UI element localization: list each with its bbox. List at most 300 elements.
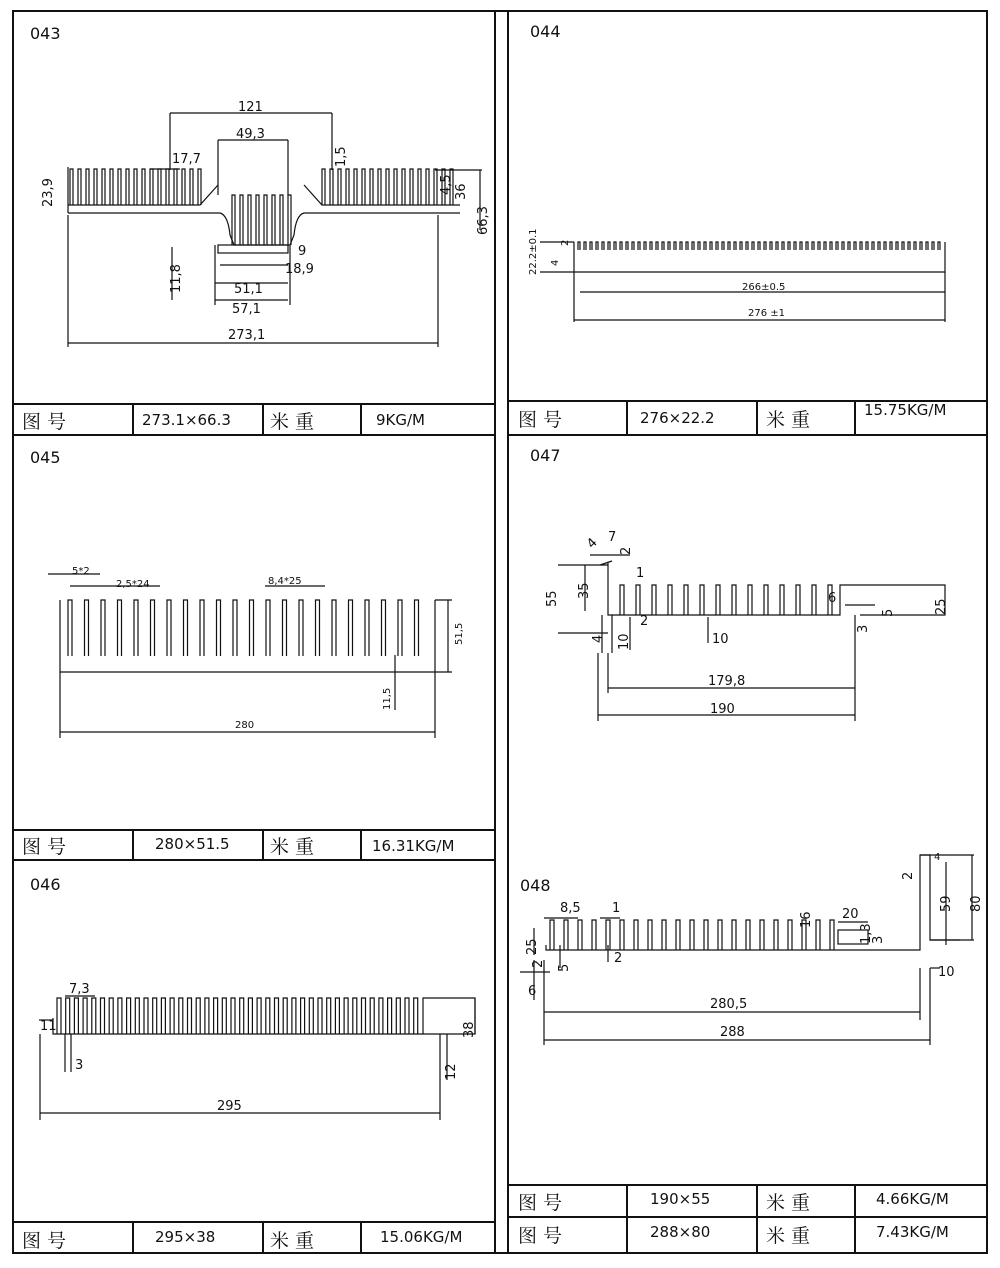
p044-fin: [692, 242, 694, 250]
p046-fin: [92, 998, 96, 1034]
p043-fin: [198, 169, 201, 205]
p045-fin: [184, 600, 188, 656]
figure-id-047: 047: [530, 446, 561, 465]
dim-043-51-1: 51,1: [234, 282, 263, 297]
p044-fin: [818, 242, 820, 250]
p045-fin: [68, 600, 72, 656]
p043c-fin: [264, 195, 267, 245]
p044-fin: [704, 242, 706, 250]
p044-fin: [650, 242, 652, 250]
p044-fin: [638, 242, 640, 250]
p044-fin: [644, 242, 646, 250]
dim-043-57-1: 57,1: [232, 302, 261, 317]
p047-fin: [620, 585, 624, 615]
info-div-046-c: [360, 1221, 362, 1254]
p045-fin: [101, 600, 105, 656]
center-divider-2: [507, 10, 509, 1254]
p043b-fin: [378, 169, 381, 205]
p044-fin: [686, 242, 688, 250]
info-div-045-c: [360, 829, 362, 860]
dim-043-17-7: 17,7: [172, 152, 201, 167]
tuhao-label-048: 图 号: [518, 1224, 563, 1247]
p043c-fin: [256, 195, 259, 245]
p043-fin: [174, 169, 177, 205]
dim-047-6: 6: [828, 591, 837, 606]
dim-048-16: 16: [799, 911, 814, 928]
dim-048-4: 4: [934, 852, 941, 863]
p044-fin: [602, 242, 604, 250]
dim-047-10a: 10: [617, 633, 632, 650]
p046-fin: [309, 998, 313, 1034]
dim-048-3: 3: [871, 935, 886, 944]
p044-fin: [920, 242, 922, 250]
p043b-fin: [370, 169, 373, 205]
p044-fin: [842, 242, 844, 250]
p046-fin: [83, 998, 87, 1034]
figure-id-048: 048: [520, 876, 551, 895]
figure-id-046: 046: [30, 875, 61, 894]
dim-048-20: 20: [842, 907, 859, 922]
p044-fin: [758, 242, 760, 250]
p043c-fin: [232, 195, 235, 245]
tuhao-label-045: 图 号: [22, 836, 67, 858]
p044-fin: [752, 242, 754, 250]
p045-fin: [283, 600, 287, 656]
p048-fin: [578, 920, 582, 950]
p047-fin: [700, 585, 704, 615]
p043c-fin: [288, 195, 291, 245]
mizhong-label-043: 米 重: [270, 410, 315, 433]
p046-fin: [74, 998, 78, 1034]
p046-fin: [257, 998, 261, 1034]
p046-fin: [370, 998, 374, 1034]
dim-047-5: 5: [881, 608, 896, 617]
p046-fin: [57, 998, 61, 1034]
p044-fin: [890, 242, 892, 250]
drawing-047: [530, 525, 960, 725]
p044-fin: [590, 242, 592, 250]
p043-fin: [158, 169, 161, 205]
p043-fin: [102, 169, 105, 205]
dim-048-6: 6: [528, 984, 537, 999]
p046-fin: [405, 998, 409, 1034]
p046-fin: [118, 998, 122, 1034]
p044-fin: [614, 242, 616, 250]
p044-fin: [740, 242, 742, 250]
size-048: 288×80: [650, 1223, 711, 1241]
dim-045-8-4x25: 8,4*25: [268, 576, 302, 587]
dim-047-2b: 2: [640, 614, 649, 629]
p043-fin: [182, 169, 185, 205]
dim-044-276: 276 ±1: [748, 308, 786, 319]
p047-fin: [684, 585, 688, 615]
p044-fin: [620, 242, 622, 250]
p044-fin: [806, 242, 808, 250]
p044-fin: [698, 242, 700, 250]
dim-045-2-5x24: 2,5*24: [116, 579, 150, 590]
dim-045-280: 280: [235, 720, 255, 731]
weight-045: 16.31KG/M: [372, 836, 455, 855]
p044-fin: [878, 242, 880, 250]
p044-fin: [896, 242, 898, 250]
drawing-045: [40, 560, 480, 740]
p044-fin: [812, 242, 814, 250]
dim-047-35: 35: [577, 582, 592, 599]
info-rule-046: [12, 1221, 495, 1223]
p043-fin: [150, 169, 153, 205]
p046-fin: [231, 998, 235, 1034]
p044-fin: [668, 242, 670, 250]
center-divider: [494, 10, 496, 1254]
p046-fin: [344, 998, 348, 1034]
dim-044-266: 266±0.5: [742, 282, 786, 293]
dim-043-273-1: 273,1: [228, 328, 266, 343]
p046-fin: [301, 998, 305, 1034]
p044-fin: [710, 242, 712, 250]
weight-044: 15.75KG/M: [864, 401, 947, 419]
tuhao-label-047: 图 号: [518, 1191, 563, 1214]
p044-fin: [866, 242, 868, 250]
p045-fin: [316, 600, 320, 656]
p046-fin: [66, 998, 70, 1034]
dim-048-2b: 2: [614, 951, 623, 966]
dim-048-80: 80: [969, 895, 984, 912]
dim-046-12: 12: [444, 1063, 459, 1080]
p046-fin: [396, 998, 400, 1034]
p048-fin: [620, 920, 624, 950]
p048-fin: [718, 920, 722, 950]
p045-fin: [151, 600, 155, 656]
p047-fin: [668, 585, 672, 615]
dim-047-190: 190: [710, 702, 735, 717]
dim-043-11-8: 11,8: [169, 264, 184, 293]
p045-fin: [85, 600, 89, 656]
info-div-043-a: [132, 403, 134, 435]
p043-fin: [94, 169, 97, 205]
dim-043-1-5: 1,5: [334, 146, 349, 167]
p048-fin: [592, 920, 596, 950]
row-divider-right-1: [507, 434, 988, 436]
dim-047-7: 7: [608, 530, 617, 545]
p043-fin: [110, 169, 113, 205]
p048-fin: [704, 920, 708, 950]
p045-fin: [134, 600, 138, 656]
p048-fin: [732, 920, 736, 950]
dim-047-4b: 4: [591, 634, 606, 643]
p044-fin: [764, 242, 766, 250]
p048-fin: [634, 920, 638, 950]
p045-fin: [167, 600, 171, 656]
figure-id-045: 045: [30, 448, 61, 467]
dim-048-25: 25: [525, 938, 540, 955]
p044-fin: [770, 242, 772, 250]
weight-048: 7.43KG/M: [876, 1223, 949, 1241]
dim-047-2a: 2: [619, 546, 634, 555]
dim-046-295: 295: [217, 1099, 242, 1114]
p043-fin: [166, 169, 169, 205]
p044-fin: [596, 242, 598, 250]
p046-fin: [109, 998, 113, 1034]
p048-fin: [746, 920, 750, 950]
dim-047-25: 25: [934, 598, 949, 615]
dim-047-4: 4: [584, 535, 601, 552]
p044-fin: [626, 242, 628, 250]
p048-fin: [760, 920, 764, 950]
p046-fin: [205, 998, 209, 1034]
dim-048-59: 59: [939, 895, 954, 912]
dim-046-38: 38: [462, 1021, 477, 1038]
p046-fin: [353, 998, 357, 1034]
info-div-047-a: [626, 1184, 628, 1254]
size-045: 280×51.5: [155, 834, 230, 853]
dim-048-1: 1: [612, 901, 621, 916]
p048-fin: [648, 920, 652, 950]
dim-048-10: 10: [938, 965, 955, 980]
dim-045-5x2: 5*2: [72, 566, 90, 577]
info-div-044-c: [854, 400, 856, 435]
drawing-046: [35, 980, 485, 1120]
p046-fin: [388, 998, 392, 1034]
p046-fin: [188, 998, 192, 1034]
p046-fin: [275, 998, 279, 1034]
p044-fin: [884, 242, 886, 250]
p045-fin: [415, 600, 419, 656]
weight-043: 9KG/M: [376, 411, 425, 429]
dim-045-51-5: 51,5: [454, 622, 465, 645]
p046-fin: [266, 998, 270, 1034]
p045-fin: [118, 600, 122, 656]
p043c-fin: [280, 195, 283, 245]
mizhong-label-045: 米 重: [270, 836, 315, 858]
p043b-fin: [346, 169, 349, 205]
p043-fin: [118, 169, 121, 205]
dim-046-3: 3: [75, 1058, 84, 1073]
dim-048-2c: 2: [901, 871, 916, 880]
p044-fin: [854, 242, 856, 250]
p044-fin: [782, 242, 784, 250]
p043b-fin: [330, 169, 333, 205]
dim-045-11-5: 11,5: [382, 687, 393, 710]
p044-fin: [800, 242, 802, 250]
info-div-043-b: [262, 403, 264, 435]
size-046: 295×38: [155, 1228, 216, 1246]
p044-fin: [932, 242, 934, 250]
info-div-043-c: [360, 403, 362, 435]
p044-fin: [836, 242, 838, 250]
p043b-fin: [394, 169, 397, 205]
dim-044-2: 2: [560, 239, 571, 246]
p046-fin: [327, 998, 331, 1034]
p044-fin: [680, 242, 682, 250]
dim-043-23-9: 23,9: [41, 178, 56, 207]
p048-fin: [550, 920, 554, 950]
dim-043-36: 36: [454, 183, 469, 200]
info-div-047-c: [854, 1184, 856, 1254]
info-rule-048: [507, 1216, 988, 1218]
p046-fin: [196, 998, 200, 1034]
p043-fin: [78, 169, 81, 205]
dim-047-10b: 10: [712, 632, 729, 647]
p044-fin: [938, 242, 940, 250]
p047-fin: [764, 585, 768, 615]
dim-046-11: 11: [40, 1019, 57, 1034]
p045-fin: [365, 600, 369, 656]
p045-fin: [299, 600, 303, 656]
dim-047-1: 1: [636, 566, 645, 581]
p048-fin: [774, 920, 778, 950]
p045-fin: [332, 600, 336, 656]
p044-fin: [830, 242, 832, 250]
size-043: 273.1×66.3: [142, 411, 231, 429]
p044-fin: [584, 242, 586, 250]
p045-fin: [217, 600, 221, 656]
p043c-fin: [248, 195, 251, 245]
info-div-045-a: [132, 829, 134, 860]
p043b-fin: [410, 169, 413, 205]
dim-044-4: 4: [550, 259, 561, 266]
p043-fin: [190, 169, 193, 205]
p045-fin: [398, 600, 402, 656]
dim-046-7-3: 7,3: [69, 982, 90, 997]
p043b-fin: [322, 169, 325, 205]
p046-fin: [135, 998, 139, 1034]
p045-fin: [200, 600, 204, 656]
p045-fin: [266, 600, 270, 656]
mizhong-label-048: 米 重: [766, 1224, 811, 1247]
p043b-fin: [418, 169, 421, 205]
drawing-044: [520, 230, 970, 330]
p044-fin: [872, 242, 874, 250]
p044-fin: [788, 242, 790, 250]
dim-048-280-5: 280,5: [710, 997, 748, 1012]
info-div-047-b: [756, 1184, 758, 1254]
drawing-043: [40, 95, 490, 355]
p043b-fin: [402, 169, 405, 205]
p043c-fin: [240, 195, 243, 245]
info-div-045-b: [262, 829, 264, 860]
p044-fin: [728, 242, 730, 250]
p043c-fin: [272, 195, 275, 245]
mizhong-label-046: 米 重: [270, 1229, 315, 1252]
p046-fin: [292, 998, 296, 1034]
p047-fin: [636, 585, 640, 615]
p043-fin: [70, 169, 73, 205]
p044-fin: [674, 242, 676, 250]
dim-048-8-5: 8,5: [560, 901, 581, 916]
size-044: 276×22.2: [640, 409, 715, 427]
p046-fin: [214, 998, 218, 1034]
dim-047-55: 55: [545, 590, 560, 607]
p044-fin: [632, 242, 634, 250]
tuhao-label-046: 图 号: [22, 1229, 67, 1252]
info-div-044-a: [626, 400, 628, 435]
p048-fin: [788, 920, 792, 950]
p046-fin: [170, 998, 174, 1034]
p046-fin: [179, 998, 183, 1034]
p044-fin: [608, 242, 610, 250]
p044-fin: [926, 242, 928, 250]
p044-fin: [776, 242, 778, 250]
dim-043-121: 121: [238, 100, 263, 115]
p043b-fin: [426, 169, 429, 205]
mizhong-label-047: 米 重: [766, 1191, 811, 1214]
p044-fin: [824, 242, 826, 250]
size-047: 190×55: [650, 1190, 711, 1208]
p048-fin: [690, 920, 694, 950]
dim-043-18-9: 18,9: [285, 262, 314, 277]
p044-fin: [746, 242, 748, 250]
p043-fin: [134, 169, 137, 205]
p044-fin: [656, 242, 658, 250]
info-div-046-a: [132, 1221, 134, 1254]
p044-fin: [848, 242, 850, 250]
dim-048-5: 5: [557, 963, 572, 972]
p043b-fin: [362, 169, 365, 205]
p046-fin: [101, 998, 105, 1034]
p047-fin: [812, 585, 816, 615]
p046-fin: [127, 998, 131, 1034]
weight-046: 15.06KG/M: [380, 1228, 463, 1246]
p048-fin: [676, 920, 680, 950]
p044-fin: [794, 242, 796, 250]
drawing-048: [520, 850, 984, 1050]
p048-fin: [564, 920, 568, 950]
dim-043-66-3: 66,3: [476, 206, 491, 235]
p046-fin: [318, 998, 322, 1034]
p046-fin: [248, 998, 252, 1034]
info-div-046-b: [262, 1221, 264, 1254]
p043-fin: [142, 169, 145, 205]
p048-fin: [830, 920, 834, 950]
p044-fin: [734, 242, 736, 250]
p046-fin: [153, 998, 157, 1034]
p043b-fin: [354, 169, 357, 205]
p044-fin: [716, 242, 718, 250]
dim-043-4-5: 4,5: [439, 174, 454, 195]
dim-047-179-8: 179,8: [708, 674, 746, 689]
dim-048-2a: 2: [531, 959, 546, 968]
p043b-fin: [434, 169, 437, 205]
p048-fin: [662, 920, 666, 950]
p044-fin: [914, 242, 916, 250]
p047-fin: [732, 585, 736, 615]
p048-fin: [816, 920, 820, 950]
p047-fin: [652, 585, 656, 615]
p044-fin: [578, 242, 580, 250]
p047-fin: [796, 585, 800, 615]
dim-043-49-3: 49,3: [236, 127, 265, 142]
dim-047-3: 3: [856, 624, 871, 633]
dim-043-9: 9: [298, 244, 307, 259]
p046-fin: [283, 998, 287, 1034]
p046-fin: [222, 998, 226, 1034]
dim-044-22-2: 22.2±0.1: [528, 228, 539, 275]
p044-fin: [860, 242, 862, 250]
p045-fin: [250, 600, 254, 656]
p044-fin: [722, 242, 724, 250]
p045-fin: [382, 600, 386, 656]
weight-047: 4.66KG/M: [876, 1190, 949, 1208]
p046-fin: [240, 998, 244, 1034]
p044-fin: [662, 242, 664, 250]
p046-fin: [414, 998, 418, 1034]
p043b-fin: [338, 169, 341, 205]
p046-fin: [144, 998, 148, 1034]
tuhao-label-044: 图 号: [518, 408, 563, 431]
p046-fin: [335, 998, 339, 1034]
p044-fin: [908, 242, 910, 250]
p046-fin: [362, 998, 366, 1034]
